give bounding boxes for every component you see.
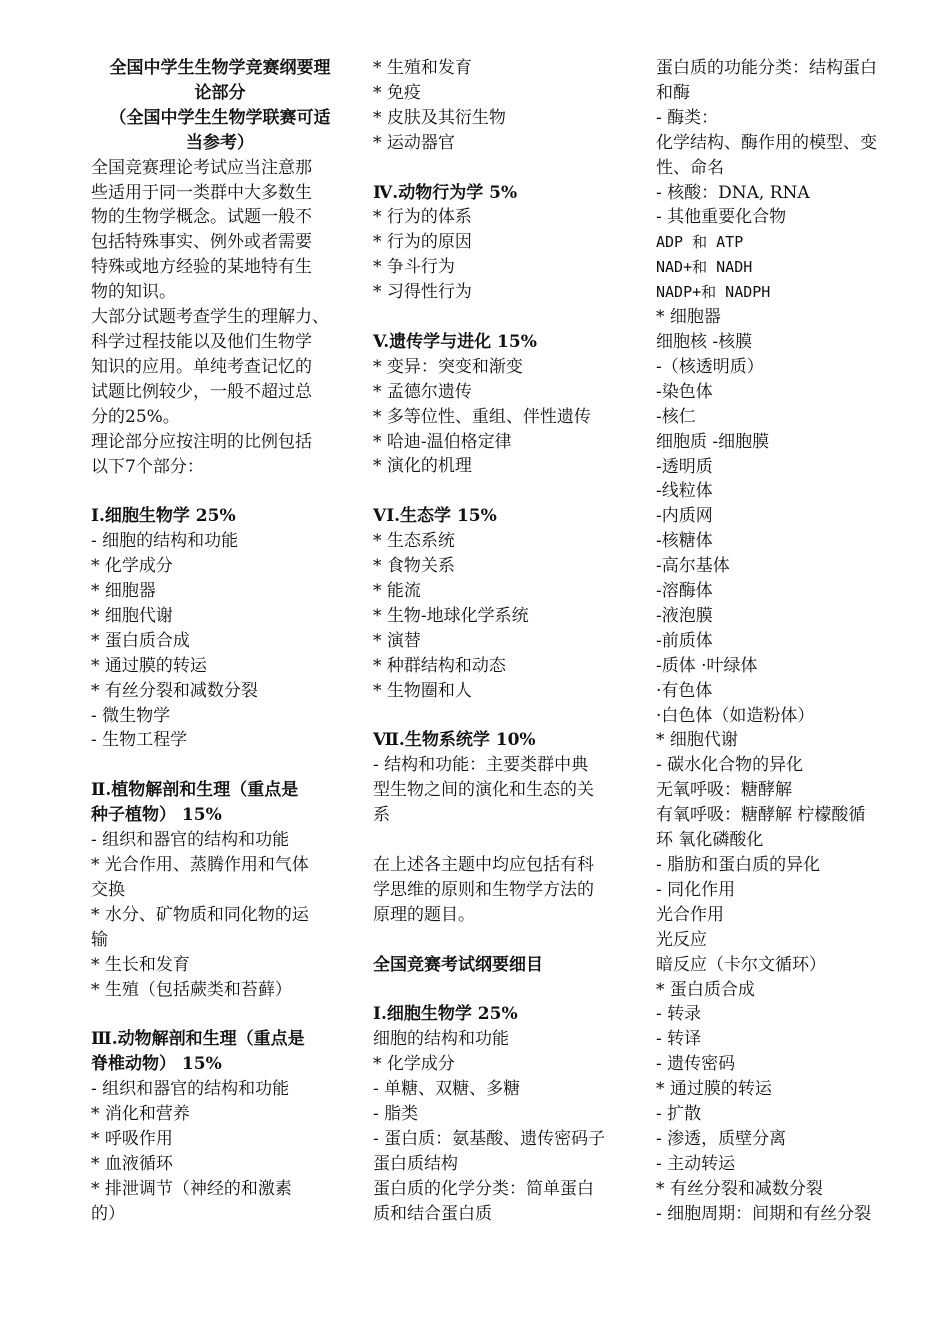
text-line: - 扩散 [656, 1104, 702, 1125]
text-line: * 运动器官 [373, 132, 455, 153]
text-line: * 演替 [373, 630, 421, 651]
text-line: 细胞质 -细胞膜 [656, 431, 770, 452]
text-line: 在上述各主题中均应包括有科 [373, 854, 594, 875]
text-line: -前质体 [656, 630, 713, 651]
section-heading: Ⅱ.植物解剖和生理（重点是 [91, 780, 299, 801]
text-line: 蛋白质结构 [373, 1153, 458, 1174]
text-line: 物的生物学概念。试题一般不 [91, 207, 312, 228]
text-line: - 细胞周期：间期和有丝分裂 [656, 1203, 872, 1224]
text-line: 有氧呼吸：糖酵解 柠檬酸循 [656, 805, 866, 826]
text-line: - 脂类 [373, 1103, 419, 1124]
section-heading: 全国中学生生物学竞赛纲要理 [109, 58, 331, 78]
text-line: * 变异：突变和渐变 [373, 356, 523, 377]
text-line: 光反应 [656, 929, 707, 950]
text-line: -透明质 [656, 456, 713, 477]
text-line: * 多等位性、重组、伴性遗传 [373, 406, 591, 427]
blank-line [373, 928, 631, 953]
text-line: 蛋白质的功能分类：结构蛋白 [656, 58, 877, 78]
text-line: * 排泄调节（神经的和激素 [91, 1178, 292, 1199]
text-line: 试题比例较少，一般不超过总 [91, 381, 312, 402]
text-line: * 水分、矿物质和同化物的运 [91, 904, 309, 925]
text-line: * 种群结构和动态 [373, 655, 506, 676]
text-line: * 生殖（包括蕨类和苔藓） [91, 979, 292, 1000]
text-line: * 蛋白质合成 [91, 630, 190, 651]
text-line: -高尔基体 [656, 556, 730, 577]
section-heading: Ⅶ.生物系统学 10% [373, 730, 536, 751]
blank-line [373, 828, 631, 853]
text-line: -线粒体 [656, 481, 713, 502]
text-line: NADP+和 NADPH [656, 283, 771, 302]
text-line: - 转译 [656, 1029, 702, 1050]
text-column-1 [91, 56, 349, 1227]
text-line: 学思维的原则和生物学方法的 [373, 879, 594, 900]
text-line: - 微生物学 [91, 705, 171, 726]
text-line: - 同化作用 [656, 879, 736, 900]
text-line: 化学结构、酶作用的模型、变 [656, 132, 877, 153]
text-line: * 皮肤及其衍生物 [373, 107, 506, 128]
text-line: * 光合作用、蒸腾作用和气体 [91, 854, 309, 875]
text-line: - 渗透，质壁分离 [656, 1128, 787, 1149]
text-line: * 化学成分 [373, 1054, 455, 1075]
text-line: - 生物工程学 [91, 730, 188, 751]
text-line: 型生物之间的演化和生态的关 [373, 780, 594, 801]
text-line: * 消化和营养 [91, 1104, 190, 1125]
text-line: * 细胞器 [91, 581, 156, 602]
text-line: * 哈迪-温伯格定律 [373, 431, 512, 452]
blank-line [373, 704, 631, 729]
text-line: ADP 和 ATP [656, 233, 744, 252]
text-line: * 细胞代谢 [91, 605, 173, 626]
text-line: * 生殖和发育 [373, 58, 472, 78]
text-line: * 习得性行为 [373, 282, 472, 303]
text-line: 无氧呼吸：糖酵解 [656, 780, 792, 801]
text-line: * 生长和发育 [91, 954, 190, 975]
text-line: - 遗传密码 [656, 1054, 736, 1075]
text-line: 质和结合蛋白质 [373, 1203, 492, 1224]
text-line: * 食物关系 [373, 556, 455, 577]
text-column-2 [373, 56, 631, 1226]
text-line: * 血液循环 [91, 1153, 173, 1174]
text-line: * 细胞代谢 [656, 730, 738, 751]
text-line: * 免疫 [373, 82, 421, 103]
text-line: * 化学成分 [91, 556, 173, 577]
text-line: -核糖体 [656, 531, 713, 552]
text-line: * 行为的原因 [373, 232, 472, 253]
text-line: 细胞核 -核膜 [656, 331, 753, 352]
section-heading: 全国竞赛考试纲要细目 [373, 954, 543, 975]
text-line: - 组织和器官的结构和功能 [91, 1079, 290, 1100]
text-line: -溶酶体 [656, 581, 713, 602]
text-line: 科学过程技能以及他们生物学 [91, 331, 312, 352]
text-line: * 呼吸作用 [91, 1128, 173, 1149]
text-line: -染色体 [656, 381, 713, 402]
text-line: - 碳水化合物的异化 [656, 755, 804, 776]
text-line: 细胞的结构和功能 [373, 1029, 509, 1050]
section-heading: 脊椎动物） 15% [91, 1054, 222, 1075]
text-line: 性、命名 [656, 157, 724, 178]
section-heading: 当参考） [186, 132, 254, 153]
text-line: ·有色体 [656, 680, 713, 701]
text-line: -核仁 [656, 406, 696, 427]
text-line: * 争斗行为 [373, 257, 455, 278]
section-heading: I.细胞生物学 25% [91, 506, 236, 527]
blank-line [373, 305, 631, 330]
text-line: 以下7个部分： [91, 456, 204, 477]
text-line: 大部分试题考查学生的理解力、 [91, 307, 329, 328]
text-line: - 核酸：DNA, RNA [656, 182, 810, 203]
text-line: * 生物-地球化学系统 [373, 605, 529, 626]
text-line: 暗反应（卡尔文循环） [656, 954, 826, 975]
text-line: 的） [91, 1203, 125, 1224]
text-line: 原理的题目。 [373, 904, 475, 925]
text-line: * 通过膜的转运 [91, 655, 207, 676]
text-line: * 行为的体系 [373, 207, 472, 228]
text-line: * 细胞器 [656, 307, 721, 328]
text-line: - 细胞的结构和功能 [91, 531, 239, 552]
text-line: 些适用于同一类群中大多数生 [91, 182, 312, 203]
text-line: 光合作用 [656, 904, 724, 925]
text-line: ·白色体（如造粉体） [656, 705, 815, 726]
text-line: -质体 ·叶绿体 [656, 655, 758, 676]
blank-line [373, 479, 631, 504]
text-line: 蛋白质的化学分类：简单蛋白 [373, 1178, 594, 1199]
section-heading: Ⅳ.动物行为学 5% [373, 182, 518, 203]
text-line: NAD+和 NADH [656, 258, 753, 277]
text-line: * 生物圈和人 [373, 680, 472, 701]
text-line: 输 [91, 929, 108, 950]
text-line: - 结构和功能：主要类群中典 [373, 755, 589, 776]
text-line: * 有丝分裂和减数分裂 [656, 1178, 823, 1199]
text-line: -内质网 [656, 506, 713, 527]
text-line: - 单糖、双糖、多糖 [373, 1079, 521, 1100]
text-line: - 酶类： [656, 107, 719, 128]
text-line: * 能流 [373, 580, 421, 601]
text-line: -（核透明质） [656, 356, 764, 377]
text-line: - 转录 [656, 1004, 702, 1025]
section-heading: V.遗传学与进化 15% [373, 331, 537, 352]
text-line: 分的25%。 [91, 406, 180, 427]
text-line: - 脂肪和蛋白质的异化 [656, 855, 821, 875]
text-line: - 组织和器官的结构和功能 [91, 830, 290, 851]
text-line: - 其他重要化合物 [656, 207, 787, 228]
text-line: 全国竞赛理论考试应当注意那 [91, 157, 312, 178]
section-heading: Ⅰ.细胞生物学 25% [373, 1004, 518, 1025]
text-line: 环 氧化磷酸化 [656, 830, 764, 851]
section-heading: （全国中学生生物学联赛可适 [109, 107, 331, 128]
section-heading: Ⅲ.动物解剖和生理（重点是 [91, 1029, 305, 1050]
text-line: 和酶 [656, 82, 690, 103]
text-line: 交换 [91, 879, 125, 900]
text-column-3 [656, 56, 918, 1227]
blank-line [91, 479, 349, 504]
section-heading: 种子植物） 15% [91, 805, 222, 826]
section-heading: VI.生态学 15% [373, 506, 497, 527]
blank-line [373, 156, 631, 181]
text-line: 理论部分应按注明的比例包括 [91, 431, 312, 452]
text-line: 系 [373, 805, 390, 826]
text-line: 特殊或地方经验的某地特有生 [91, 257, 312, 278]
text-line: * 生态系统 [373, 531, 455, 552]
text-line: * 蛋白质合成 [656, 979, 755, 1000]
blank-line [373, 977, 631, 1002]
text-line: * 孟德尔遗传 [373, 381, 472, 402]
text-line: * 通过膜的转运 [656, 1079, 772, 1100]
text-line: - 蛋白质：氨基酸、遗传密码子 [373, 1128, 606, 1149]
text-line: -液泡膜 [656, 605, 713, 626]
blank-line [91, 753, 349, 778]
text-line: * 有丝分裂和减数分裂 [91, 680, 258, 701]
text-line: 包括特殊事实、例外或者需要 [91, 232, 312, 253]
text-line: * 演化的机理 [373, 456, 472, 477]
text-line: 知识的应用。单纯考查记忆的 [91, 356, 312, 377]
section-heading: 论部分 [194, 82, 246, 103]
blank-line [91, 1002, 349, 1027]
text-line: 物的知识。 [91, 282, 176, 303]
text-line: - 主动转运 [656, 1153, 736, 1174]
